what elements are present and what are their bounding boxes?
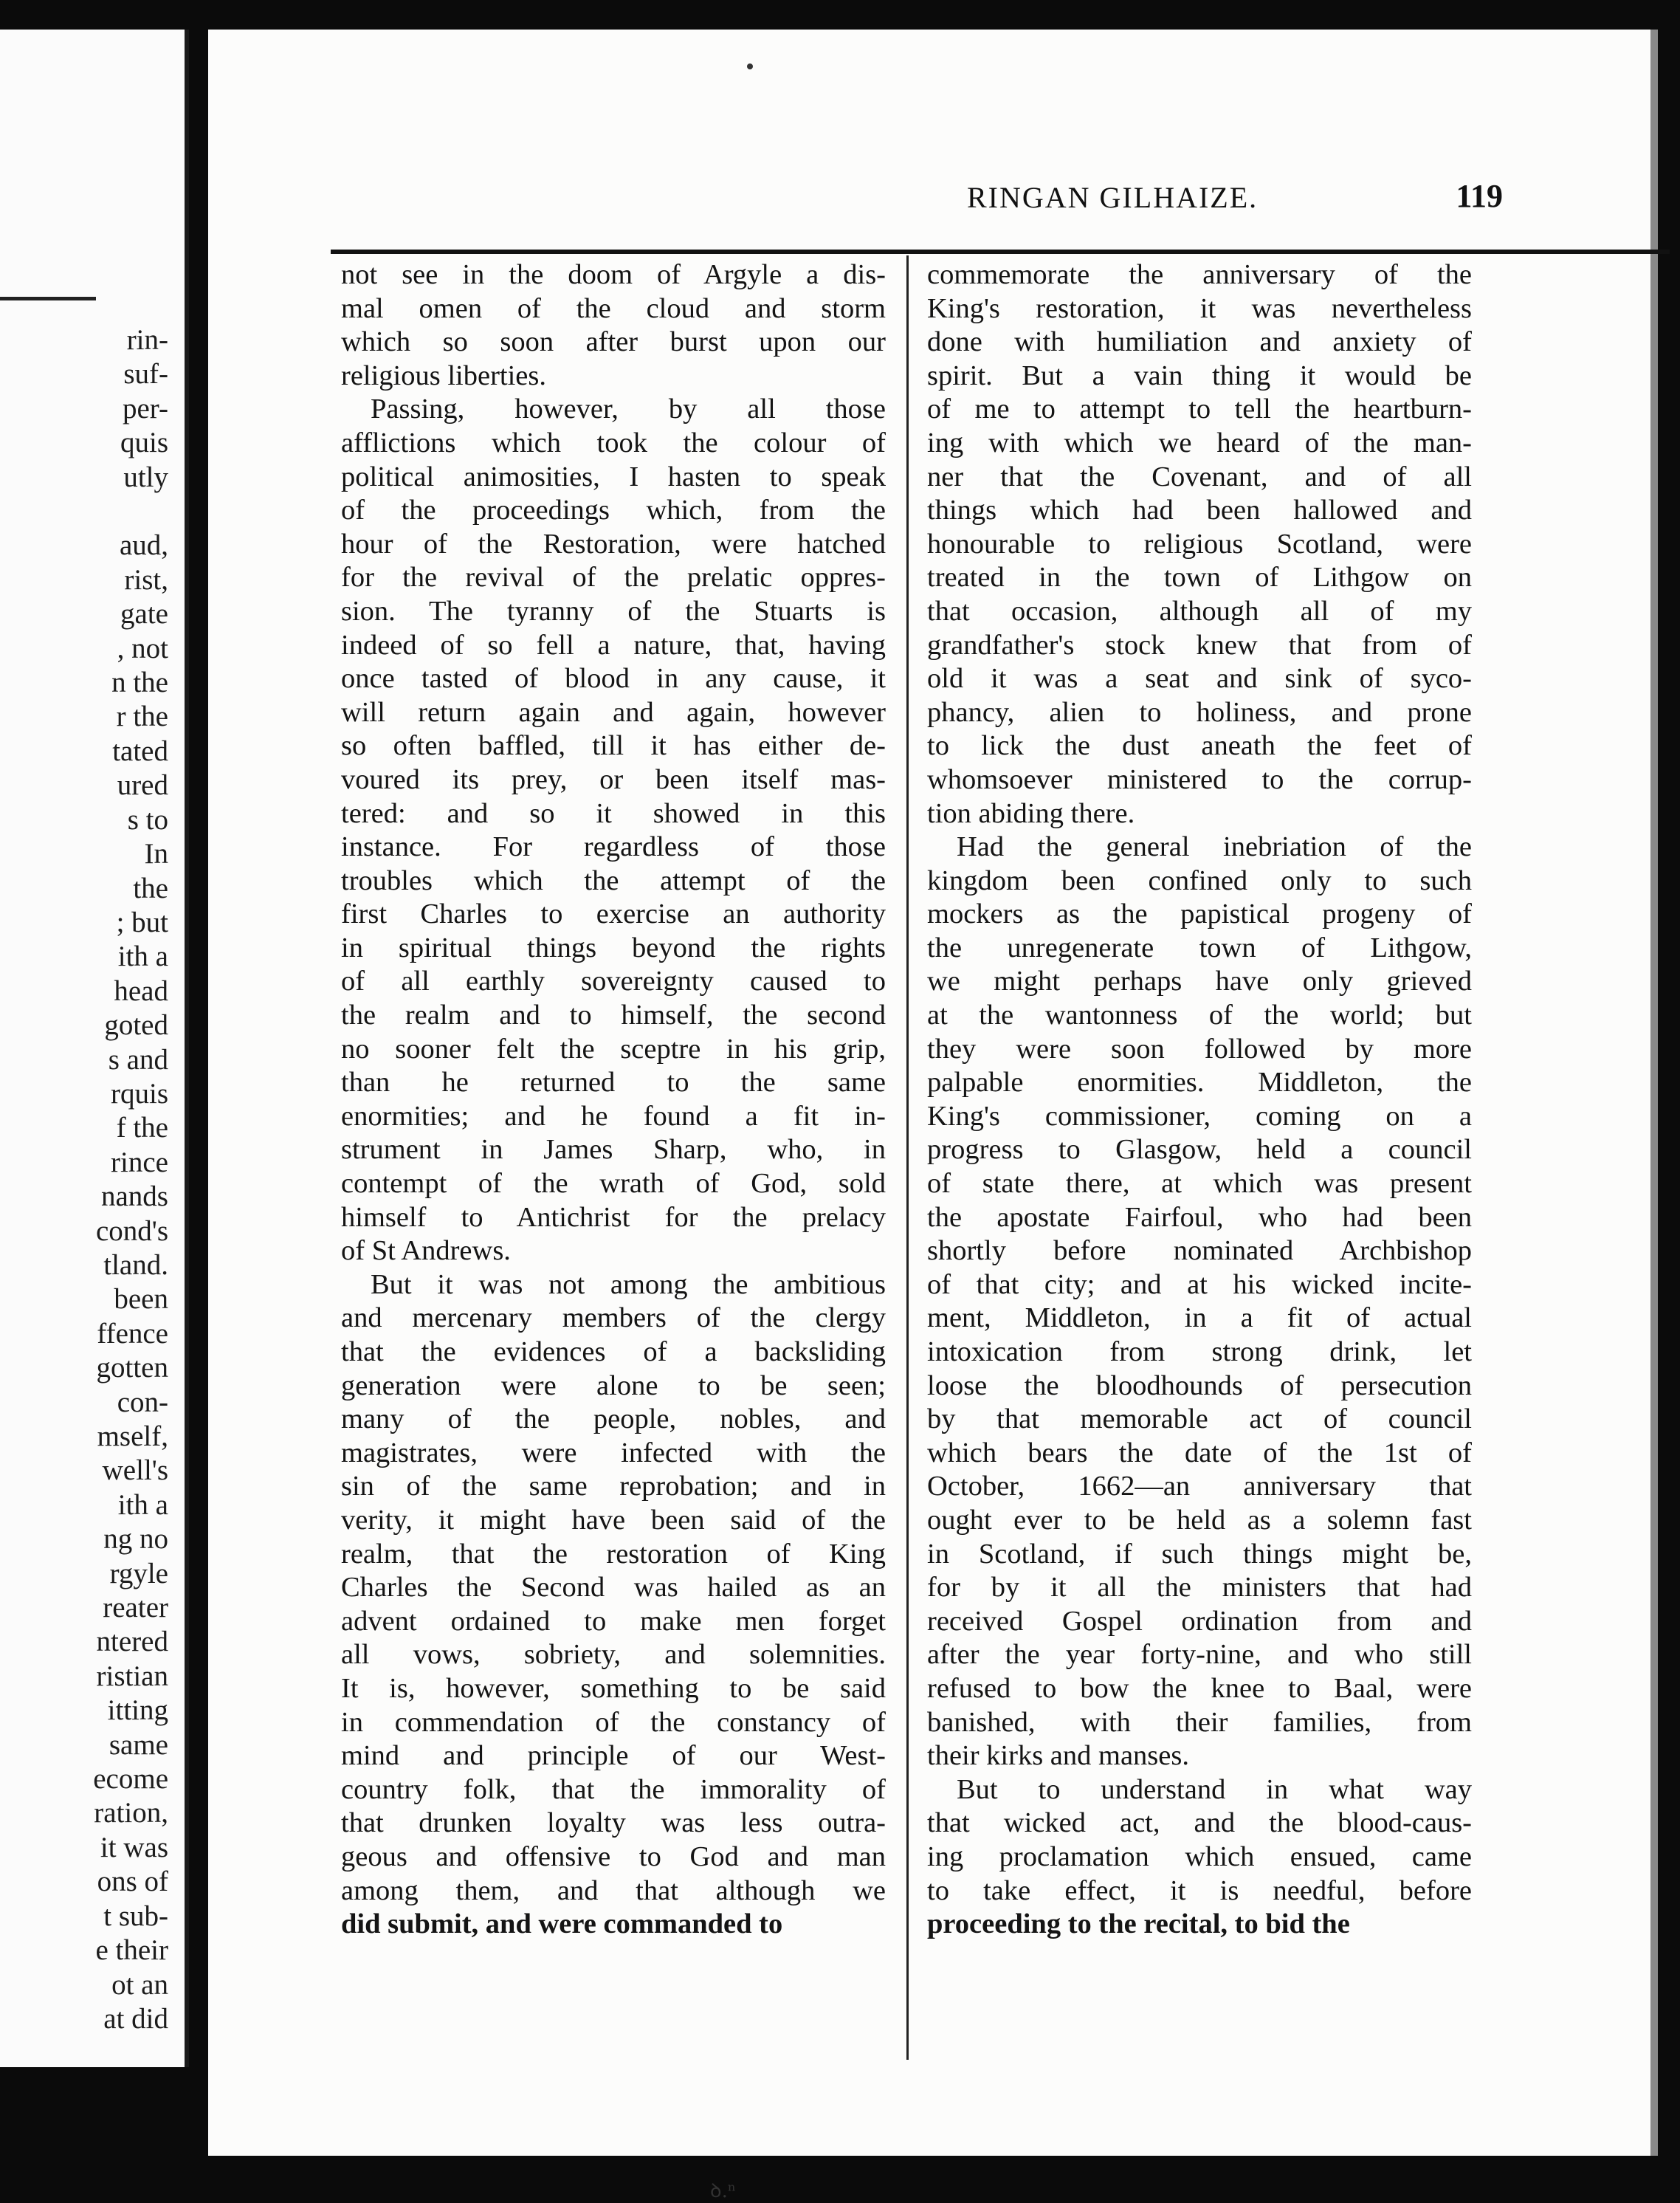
text-line: all vows, sobriety, and solemnities. (341, 1639, 886, 1671)
fragment-line: s to (127, 803, 168, 836)
page-number: 119 (1456, 178, 1503, 214)
fragment-line: rist, (124, 563, 168, 596)
fragment-line: s and (108, 1043, 168, 1076)
text-line: they were soon followed by more (927, 1033, 1472, 1065)
fragment-line: per- (122, 392, 168, 425)
text-line: of St Andrews. (341, 1235, 511, 1267)
fragment-line: con- (117, 1386, 168, 1418)
text-line: refused to bow the knee to Baal, were (927, 1672, 1472, 1704)
text-line: palpable enormities. Middleton, the (927, 1067, 1472, 1099)
text-line: magistrates, were infected with the (341, 1437, 886, 1468)
text-line: honourable to religious Scotland, were (927, 528, 1472, 560)
text-line: realm, that the restoration of King (341, 1538, 886, 1570)
text-column-left (341, 258, 886, 1942)
text-line: ment, Middleton, in a fit of actual (927, 1302, 1472, 1334)
text-line: that drunken loyalty was less outra- (341, 1807, 886, 1839)
text-line: country folk, that the immorality of (341, 1773, 886, 1805)
text-line: religious liberties. (341, 360, 546, 391)
header-rule (331, 250, 1670, 254)
text-line: generation were alone to be seen; (341, 1369, 886, 1401)
fragment-line: t sub- (103, 1900, 168, 1932)
column-divider (906, 255, 909, 2060)
text-line: received Gospel ordination from and (927, 1605, 1472, 1637)
text-line: tion abiding there. (927, 797, 1135, 829)
text-line: Charles the Second was hailed as an (341, 1572, 886, 1604)
fragment-line: ith a (117, 1488, 168, 1521)
fragment-line: ith a (117, 941, 168, 973)
fragment-line: at did (103, 2002, 168, 2035)
text-line: after the year forty-nine, and who still (927, 1639, 1472, 1671)
fragment-line: ration, (94, 1797, 168, 1829)
text-line: commemorate the anniversary of the (927, 259, 1472, 290)
text-line: will return again and again, however (341, 696, 886, 728)
text-line: which so soon after burst upon our (341, 326, 886, 358)
text-line: that the evidences of a backsliding (341, 1336, 886, 1367)
previous-page-strip (0, 30, 189, 2067)
fragment-line: f the (116, 1112, 168, 1144)
text-line: old it was a seat and sink of syco- (927, 663, 1472, 695)
fragment-line: ; but (116, 906, 168, 938)
text-line: Had the general inebriation of the (957, 831, 1472, 863)
text-line: in spiritual things beyond the rights (341, 932, 886, 963)
text-line: for the revival of the prelatic oppres- (341, 562, 886, 594)
text-line: ought ever to be held as a solemn fast (927, 1504, 1472, 1536)
fragment-line: rince (111, 1146, 168, 1178)
text-line: the apostate Fairfoul, who had been (927, 1201, 1472, 1233)
fragment-line: rin- (126, 324, 168, 356)
text-line: the realm and to himself, the second (341, 1000, 886, 1031)
text-line: ing proclamation which ensued, came (927, 1841, 1472, 1872)
text-line: of the proceedings which, from the (341, 495, 886, 526)
text-line: instance. For regardless of those (341, 831, 886, 863)
text-line: geous and offensive to God and man (341, 1841, 886, 1872)
fragment-line: ntered (96, 1626, 168, 1658)
text-line: loose the bloodhounds of persecution (927, 1369, 1472, 1401)
fragment-line: been (114, 1283, 168, 1316)
fragment-line: aud, (119, 529, 168, 562)
fragment-line: , not (117, 632, 168, 664)
text-line: phancy, alien to holiness, and prone (927, 696, 1472, 728)
fragment-line: ured (117, 769, 168, 802)
text-line: afflictions which took the colour of (341, 427, 886, 458)
fragment-line: rgyle (109, 1557, 168, 1589)
text-line: among them, and that although we (341, 1874, 886, 1906)
fragment-line: reater (103, 1592, 168, 1624)
fragment-line: gate (120, 598, 168, 630)
text-line: October, 1662—an anniversary that (927, 1471, 1472, 1502)
text-line: indeed of so fell a nature, that, having (341, 629, 886, 661)
fragment-line: gotten (96, 1352, 168, 1384)
text-line: at the wantonness of the world; but (927, 1000, 1472, 1031)
text-line: done with humiliation and anxiety of (927, 326, 1472, 358)
text-line: the unregenerate town of Lithgow, (927, 932, 1472, 963)
text-line: which bears the date of the 1st of (927, 1437, 1472, 1468)
text-line: that wicked act, and the blood-caus- (927, 1807, 1472, 1839)
text-line: strument in James Sharp, who, in (341, 1134, 886, 1166)
fragment-line: e their (95, 1934, 168, 1967)
text-line: grandfather's stock knew that from of (927, 629, 1472, 661)
fragment-line: nands (101, 1180, 168, 1213)
text-line: to lick the dust aneath the feet of (927, 730, 1472, 762)
text-line: voured its prey, or been itself mas- (341, 763, 886, 795)
text-line: whomsoever ministered to the corrup- (927, 763, 1472, 795)
text-line: of me to attempt to tell the heartburn- (927, 393, 1472, 425)
fragment-line: the (133, 872, 168, 904)
text-line: and mercenary members of the clergy (341, 1302, 886, 1334)
fragment-line: mself, (97, 1420, 168, 1452)
text-line: did submit, and were commanded to (341, 1908, 783, 1940)
text-line: tered: and so it showed in this (341, 797, 886, 829)
text-line: in commendation of the constancy of (341, 1706, 886, 1738)
text-line: sion. The tyranny of the Stuarts is (341, 595, 886, 627)
fragment-line: head (114, 975, 168, 1007)
book-page (208, 30, 1658, 2202)
text-line: himself to Antichrist for the prelacy (341, 1201, 886, 1233)
text-line: proceeding to the recital, to bid the (927, 1908, 1350, 1940)
footer-mark: ꝺ.ⁿ (710, 2180, 737, 2202)
fragment-line: ot an (111, 1968, 168, 2001)
text-line: things which had been hallowed and (927, 495, 1472, 526)
text-line: ing with which we heard of the man- (927, 427, 1472, 458)
text-line: mind and principle of our West- (341, 1740, 886, 1772)
text-line: of all earthly sovereignty caused to (341, 966, 886, 997)
fragment-line: it was (100, 1831, 168, 1863)
text-line: not see in the doom of Argyle a dis- (341, 259, 886, 290)
fragment-line: same (109, 1728, 168, 1761)
fragment-line: r the (116, 701, 168, 733)
fragment-line: ffence (97, 1317, 168, 1350)
fragment-line: In (144, 838, 168, 870)
text-line: shortly before nominated Archbishop (927, 1235, 1472, 1267)
text-line: of that city; and at his wicked incite- (927, 1268, 1472, 1300)
fragment-line: cond's (95, 1214, 168, 1247)
text-line: many of the people, nobles, and (341, 1403, 886, 1435)
text-line: first Charles to exercise an authority (341, 898, 886, 930)
fragment-line: quis (120, 427, 168, 459)
text-line: kingdom been confined only to such (927, 865, 1472, 896)
fragment-line: utly (123, 461, 168, 493)
text-line: in Scotland, if such things might be, (927, 1538, 1472, 1570)
text-line: once tasted of blood in any cause, it (341, 663, 886, 695)
previous-page-text-fragments (0, 323, 168, 2036)
text-line: But it was not among the ambitious (371, 1268, 886, 1300)
fragment-line: ng no (103, 1523, 168, 1556)
text-line: sin of the same reprobation; and in (341, 1471, 886, 1502)
text-line: But to understand in what way (957, 1773, 1472, 1805)
text-line: political animosities, I hasten to speak (341, 461, 886, 492)
text-line: contempt of the wrath of God, sold (341, 1168, 886, 1200)
text-line: King's restoration, it was nevertheless (927, 292, 1472, 324)
text-line: advent ordained to make men forget (341, 1605, 886, 1637)
fragment-line: ons of (97, 1866, 168, 1898)
text-line: hour of the Restoration, were hatched (341, 528, 886, 560)
fragment-line: ecome (93, 1763, 168, 1795)
fragment-line: well's (102, 1454, 168, 1487)
text-line: to take effect, it is needful, before (927, 1874, 1472, 1906)
previous-page-rule (0, 297, 96, 300)
text-line: so often baffled, till it has either de- (341, 730, 886, 762)
fragment-line: suf- (123, 358, 168, 391)
text-line: verity, it might have been said of the (341, 1504, 886, 1536)
text-line: we might perhaps have only grieved (927, 966, 1472, 997)
text-line: enormities; and he found a fit in- (341, 1100, 886, 1132)
text-line: mal omen of the cloud and storm (341, 292, 886, 324)
page-title: RINGAN GILHAIZE. (967, 181, 1259, 214)
fragment-line: goted (104, 1009, 168, 1042)
text-line: troubles which the attempt of the (341, 865, 886, 896)
text-line: ner that the Covenant, and of all (927, 461, 1472, 492)
fragment-line: tland. (103, 1248, 168, 1281)
ink-speck (747, 63, 753, 69)
text-line: mockers as the papistical progeny of (927, 898, 1472, 930)
text-column-right (927, 258, 1472, 1942)
text-line: progress to Glasgow, held a council (927, 1134, 1472, 1166)
text-line: spirit. But a vain thing it would be (927, 360, 1472, 391)
text-line: than he returned to the same (341, 1067, 886, 1099)
fragment-line: ristian (96, 1660, 168, 1692)
text-line: their kirks and manses. (927, 1740, 1189, 1772)
fragment-line: rquis (111, 1077, 168, 1110)
text-line: no sooner felt the sceptre in his grip, (341, 1033, 886, 1065)
fragment-line: tated (112, 735, 168, 767)
fragment-line: itting (107, 1694, 168, 1727)
text-line: for by it all the ministers that had (927, 1572, 1472, 1604)
text-line: banished, with their families, from (927, 1706, 1472, 1738)
fragment-line (0, 495, 168, 529)
text-line: that occasion, although all of my (927, 595, 1472, 627)
fragment-line: n the (111, 667, 168, 699)
text-line: intoxication from strong drink, let (927, 1336, 1472, 1367)
text-line: It is, however, something to be said (341, 1672, 886, 1704)
text-line: of state there, at which was present (927, 1168, 1472, 1200)
text-line: treated in the town of Lithgow on (927, 562, 1472, 594)
text-line: by that memorable act of council (927, 1403, 1472, 1435)
running-head (740, 174, 1503, 227)
text-line: Passing, however, by all those (371, 393, 886, 425)
text-line: King's commissioner, coming on a (927, 1100, 1472, 1132)
